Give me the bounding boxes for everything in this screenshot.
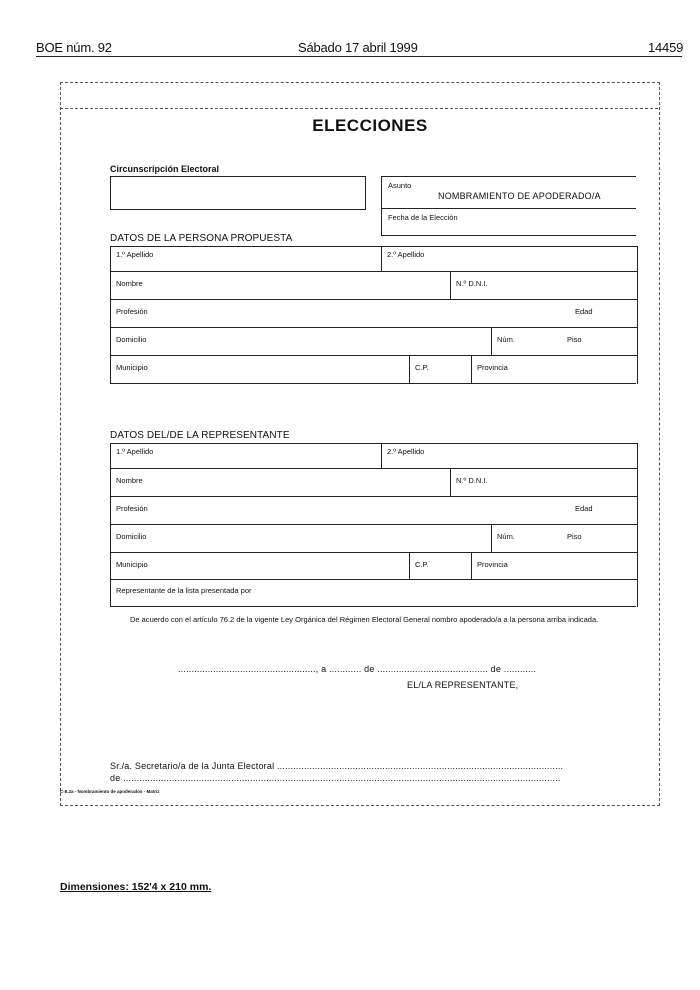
row-apellidos-2 [110,443,638,469]
domicilio-label: Domicilio [116,532,147,541]
section-representante-title: DATOS DEL/DE LA REPRESENTANTE [110,430,290,441]
cp-label: C.P. [415,560,429,569]
form-title: ELECCIONES [312,116,428,135]
asunto-value: NOMBRAMIENTO DE APODERADO/A [438,191,601,201]
municipio-label: Municipio [116,560,148,569]
form-code: C-8.2a - Nombramiento de apoderados - Matriz [60,789,160,794]
row-nombre-1 [110,271,638,300]
nombre-label: Nombre [116,476,143,485]
fecha-eleccion-label: Fecha de la Elección [388,213,458,222]
cp-label: C.P. [415,363,429,372]
row-apellidos-1 [110,246,638,272]
section1-bottom-rule [110,383,636,384]
section2-bottom-rule [110,606,636,607]
addressee-line-2: de .................................................................................................................................................................. [110,773,561,783]
piso-label: Piso [567,335,582,344]
circunscripcion-label: Circunscripción Electoral [110,164,220,174]
profesion-label: Profesión [116,504,148,513]
asunto-divider [382,208,636,209]
place-date-line: ..................................................., a ............ de ......................................... de ............ [178,664,537,674]
nombre-label: Nombre [116,279,143,288]
provincia-label: Provincia [477,560,508,569]
apellido2-label: 2.º Apellido [387,447,425,456]
municipio-label: Municipio [116,363,148,372]
asunto-label: Asunto [388,181,412,190]
dni-label: N.º D.N.I. [456,476,488,485]
edad-label: Edad [575,307,593,316]
dni-label: N.º D.N.I. [456,279,488,288]
apellido1-label: 1.º Apellido [116,250,154,259]
row-profesion-1 [110,299,638,328]
signature-label: EL/LA REPRESENTANTE, [407,680,519,690]
domicilio-label: Domicilio [116,335,147,344]
row-nombre-2 [110,468,638,497]
num-label: Núm. [497,532,515,541]
declaration-text: De acuerdo con el artículo 76.2 de la vigente Ley Orgánica del Régimen Electoral General nombro apoderado/a a la persona arriba indicada. [130,615,599,624]
profesion-label: Profesión [116,307,148,316]
representante-lista-label: Representante de la lista presentada por [116,586,252,595]
piso-label: Piso [567,532,582,541]
apellido1-label: 1.º Apellido [116,447,154,456]
form-frame-top-divider [60,108,658,109]
circunscripcion-box[interactable] [110,176,366,210]
edad-label: Edad [575,504,593,513]
page-number: 14459 [648,40,684,55]
header-rule [36,56,682,57]
issue-date: Sábado 17 abril 1999 [298,40,418,55]
row-municipio-1 [110,355,638,384]
provincia-label: Provincia [477,363,508,372]
dimensions-note: Dimensiones: 152'4 x 210 mm. [60,881,212,893]
section-persona-propuesta-title: DATOS DE LA PERSONA PROPUESTA [110,233,293,244]
journal-name: BOE núm. 92 [36,40,112,55]
row-domicilio-2 [110,524,638,553]
asunto-box [381,176,636,236]
row-representante-lista [110,579,638,607]
row-domicilio-1 [110,327,638,356]
num-label: Núm. [497,335,515,344]
row-municipio-2 [110,552,638,580]
row-profesion-2 [110,496,638,525]
addressee-line-1: Sr./a. Secretario/a de la Junta Electoral .......................................................................................................... [110,761,564,771]
apellido2-label: 2.º Apellido [387,250,425,259]
